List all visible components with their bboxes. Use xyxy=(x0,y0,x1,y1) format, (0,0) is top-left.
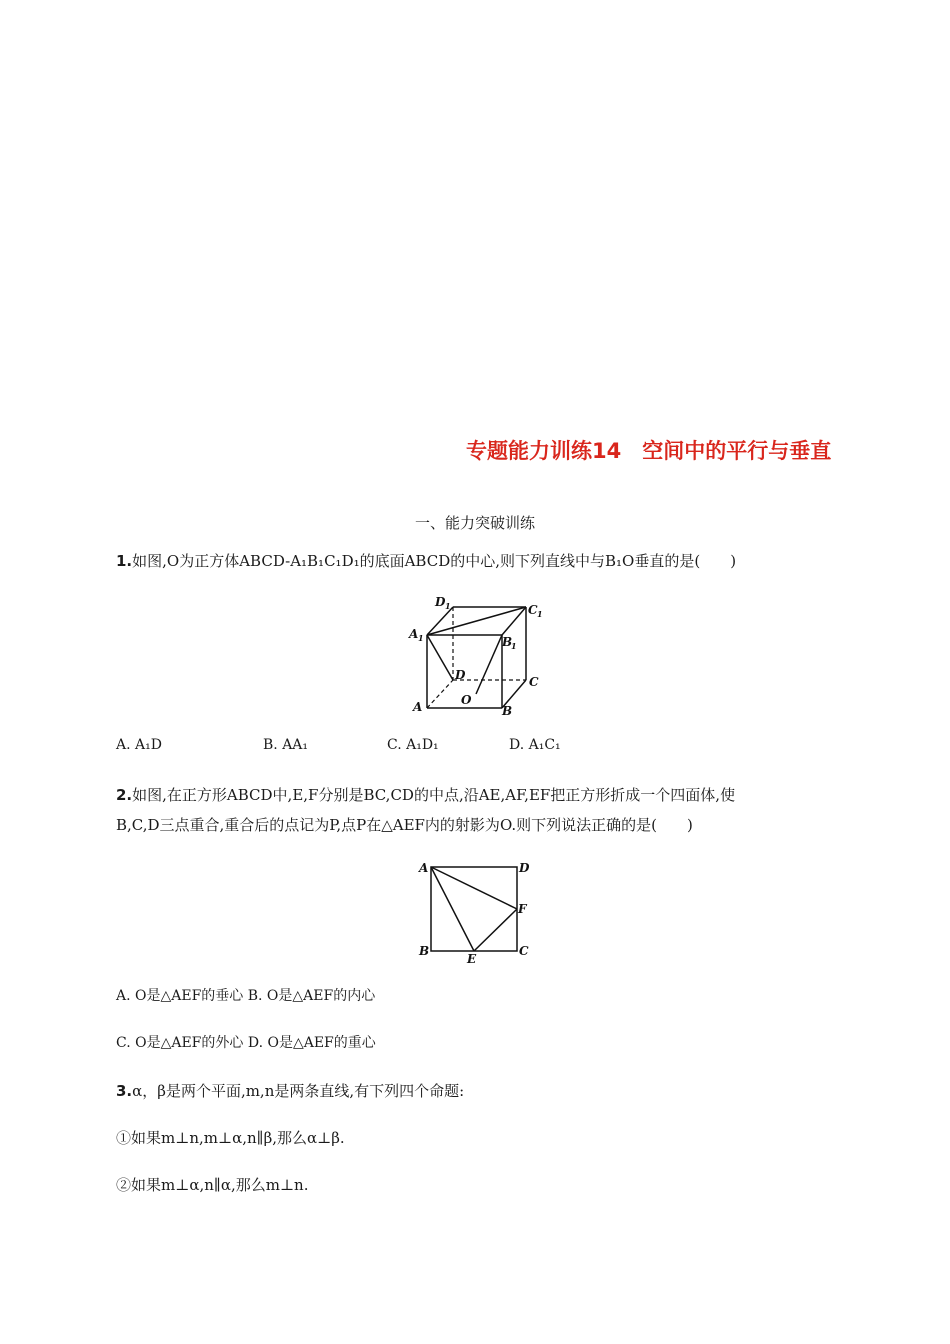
question-2-text-1: 如图,在正方形ABCD中,E,F分别是BC,CD的中点,沿AE,AF,EF把正方形折成一个四面体,使 xyxy=(132,786,736,804)
label-o: O xyxy=(461,693,472,707)
square-figure xyxy=(415,858,535,968)
q2-options-ab: A. O是△AEF的垂心 B. O是△AEF的内心 xyxy=(116,988,376,1004)
label-d: D xyxy=(455,668,466,682)
proposition-1: ①如果m⊥n,m⊥α,n∥β,那么α⊥β. xyxy=(116,1129,345,1147)
label-a1-sub: 1 xyxy=(418,633,424,643)
question-2-number: 2. xyxy=(116,786,133,804)
question-3-text: α，β是两个平面,m,n是两条直线,有下列四个命题: xyxy=(132,1082,465,1100)
page-title: 专题能力训练14 空间中的平行与垂直 xyxy=(466,439,832,463)
proposition-2: ②如果m⊥α,n∥α,那么m⊥n. xyxy=(116,1176,309,1194)
label-b: B xyxy=(419,944,430,958)
question-1 xyxy=(116,551,736,571)
label-a: A xyxy=(419,861,429,875)
q2-options-cd: C. O是△AEF的外心 D. O是△AEF的重心 xyxy=(116,1035,376,1051)
label-d1-sub: 1 xyxy=(445,601,451,611)
question-1-text: 如图,O为正方体ABCD-A₁B₁C₁D₁的底面ABCD的中心,则下列直线中与B₁O垂直的是( ) xyxy=(132,552,737,570)
label-f: F xyxy=(518,902,527,916)
q1-option-c: C. A₁D₁ xyxy=(387,737,439,753)
label-d: D xyxy=(519,861,530,875)
question-2-line-1 xyxy=(116,785,735,805)
question-3-number: 3. xyxy=(116,1082,133,1100)
label-b1-sub: 1 xyxy=(511,641,517,651)
label-b: B xyxy=(502,704,513,718)
label-c: C xyxy=(519,944,529,958)
question-2-line-2: B,C,D三点重合,重合后的点记为P,点P在△AEF内的射影为O.则下列说法正确的是( ) xyxy=(116,816,693,834)
label-c1-sub: 1 xyxy=(537,609,543,619)
q1-option-d: D. A₁C₁ xyxy=(509,737,561,753)
cube-figure xyxy=(405,595,555,720)
label-e: E xyxy=(467,952,477,966)
label-d1: D xyxy=(435,595,446,609)
label-a: A xyxy=(413,700,423,714)
label-c: C xyxy=(529,675,539,689)
section-heading: 一、能力突破训练 xyxy=(414,514,535,532)
label-c1: C xyxy=(528,603,538,617)
q1-option-b: B. AA₁ xyxy=(263,737,309,753)
label-b1: B xyxy=(502,635,513,649)
label-a1: A xyxy=(409,627,419,641)
q1-option-a: A. A₁D xyxy=(116,737,162,753)
question-1-number: 1. xyxy=(116,552,133,570)
question-3 xyxy=(116,1081,464,1101)
